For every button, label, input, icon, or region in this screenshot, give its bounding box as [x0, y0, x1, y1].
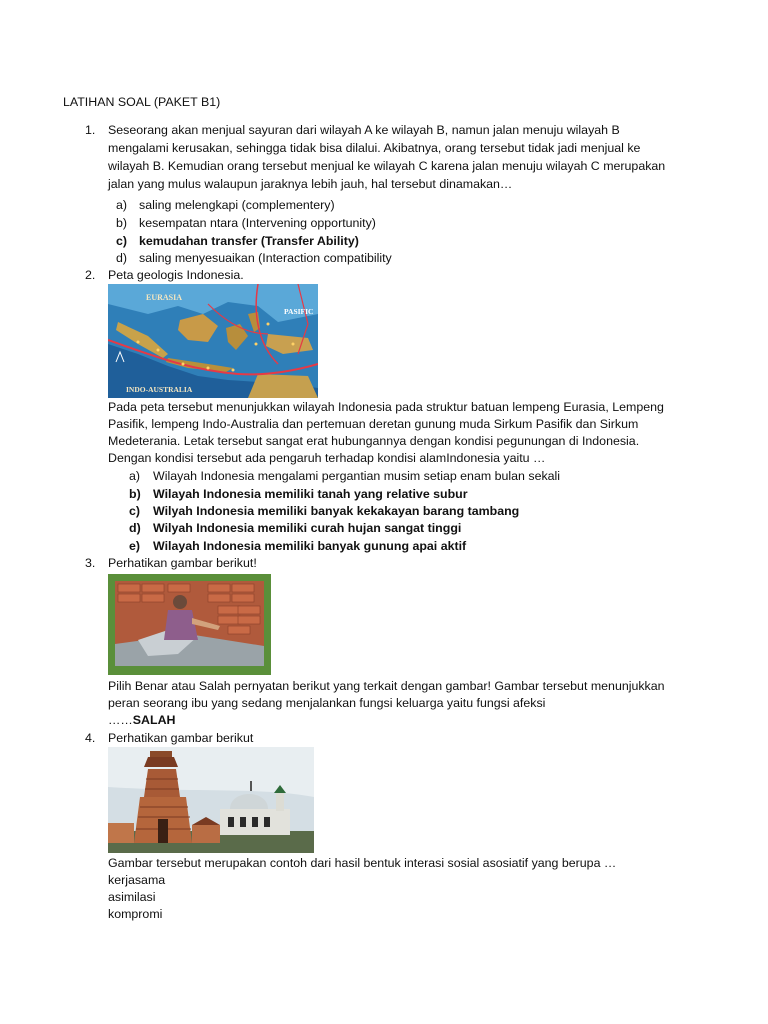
- mosque-minaret-photo: [108, 747, 314, 853]
- option-text-correct: Wilyah Indonesia memiliki banyak kekakayan barang tambang: [153, 504, 520, 518]
- question-text-line: Pada peta tersebut menunjukkan wilayah Indonesia pada struktur batuan lempeng Eurasia, Lempeng: [108, 400, 664, 414]
- question-text-line: Dengan kondisi tersebut ada pengaruh terhadap kondisi alamIndonesia yaitu …: [108, 451, 546, 465]
- map-label-indo-australia: INDO-AUSTRALIA: [126, 385, 193, 394]
- question-text-line: Medeterania. Letak tersebut sangat erat hubungannya dengan kondisi pegunungan di Indonesia.: [108, 434, 640, 448]
- question-text-line: wilayah B. Kemudian orang tersebut menjual ke wilayah C karena jalan menuju wilayah C merupakan: [108, 159, 666, 173]
- answer-text: SALAH: [132, 713, 176, 727]
- question-prompt: Perhatikan gambar berikut!: [108, 556, 257, 570]
- document-title: LATIHAN SOAL (PAKET B1): [63, 95, 221, 109]
- option-text-correct: kemudahan transfer (Transfer Ability): [139, 234, 359, 248]
- option-text: kesempatan ntara (Intervening opportunity): [139, 216, 376, 230]
- map-label-eurasia: EURASIA: [146, 293, 183, 302]
- question-text-line: peran seorang ibu yang sedang menjalankan fungsi keluarga yaitu fungsi afeksi: [108, 696, 546, 710]
- option-letter: d): [129, 521, 141, 535]
- question-text-line: Pilih Benar atau Salah pernyatan berikut yang terkait dengan gambar! Gambar tersebut menunjukkan: [108, 679, 665, 693]
- question-text-line: Pasifik, lempeng Indo-Australia dan pertemuan deretan gunung muda Sirkum Pasifik dan Sirkum: [108, 417, 639, 431]
- option-text: saling melengkapi (complementery): [139, 198, 335, 212]
- option-letter: e): [129, 539, 141, 553]
- question-prompt: Perhatikan gambar berikut: [108, 731, 254, 745]
- answer-prefix: ……: [108, 713, 133, 727]
- question-text-line: Seseorang akan menjual sayuran dari wilayah A ke wilayah B, namun jalan menuju wilayah B: [108, 123, 620, 137]
- option-letter: d): [116, 251, 128, 265]
- option-letter: a): [116, 198, 128, 212]
- answer-item: kerjasama: [108, 873, 166, 887]
- answer-line: [108, 712, 175, 729]
- question-text-line: mengalami kerusakan, sehingga tidak bisa dilalui. Akibatnya, orang tersebut tidak jadi menjual ke: [108, 141, 641, 155]
- question-text-line: Gambar tersebut merupakan contoh dari hasil bentuk interasi sosial asosiatif yang berupa …: [108, 856, 617, 870]
- brick-worker-photo: [108, 574, 271, 675]
- option-letter: b): [116, 216, 128, 230]
- question-prompt: Peta geologis Indonesia.: [108, 268, 244, 282]
- option-letter: a): [129, 469, 141, 483]
- option-text: saling menyesuaikan (Interaction compatibility: [139, 251, 392, 265]
- option-text-correct: Wilyah Indonesia memiliki curah hujan sangat tinggi: [153, 521, 462, 535]
- option-letter: b): [129, 487, 141, 501]
- question-number: 3.: [85, 556, 96, 570]
- option-text: Wilayah Indonesia mengalami pergantian musim setiap enam bulan sekali: [153, 469, 561, 483]
- option-text-correct: Wilayah Indonesia memiliki tanah yang relative subur: [153, 487, 468, 501]
- answer-item: asimilasi: [108, 890, 156, 904]
- geology-map-image: [108, 284, 318, 398]
- question-number: 2.: [85, 268, 96, 282]
- question-number: 1.: [85, 123, 96, 137]
- option-text-correct: Wilayah Indonesia memiliki banyak gunung apai aktif: [153, 539, 467, 553]
- answer-item: kompromi: [108, 907, 163, 921]
- question-text-line: jalan yang mulus walaupun jaraknya lebih jauh, hal tersebut dinamakan…: [108, 177, 513, 191]
- option-letter: c): [116, 234, 128, 248]
- question-number: 4.: [85, 731, 96, 745]
- map-label-pasific: PASIFIC: [284, 307, 314, 316]
- option-letter: c): [129, 504, 141, 518]
